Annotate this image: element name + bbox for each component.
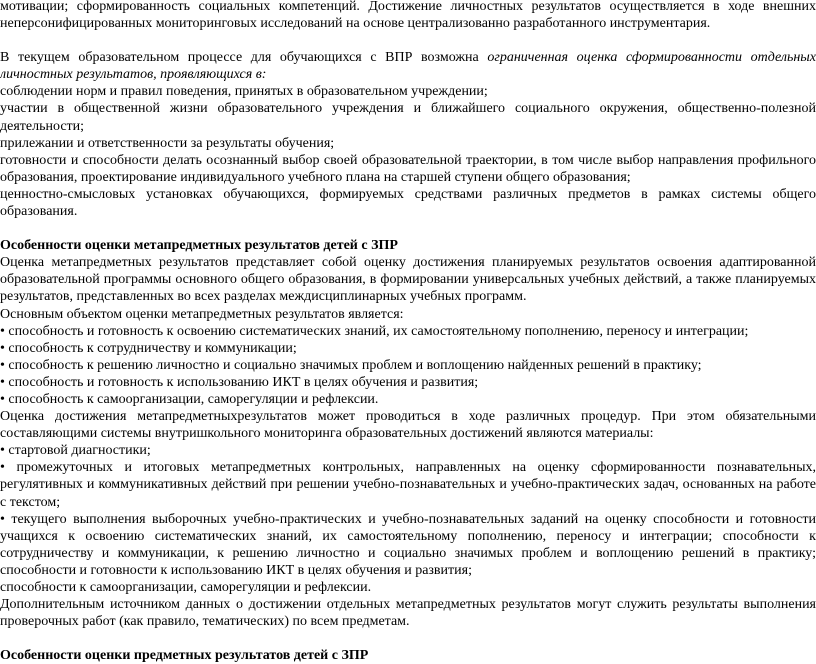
paragraph-gap [0, 630, 816, 647]
bullet-item: • способность к решению личностно и социально значимых проблем и воплощению найденных решений в практику; [0, 357, 702, 373]
section-heading-subject: Особенности оценки предметных результатов детей с ЗПР [0, 648, 369, 664]
paragraph-personal-results-monitoring: мотивации; сформированность социальных компетенций. Достижение личностных результатов осуществляется в ходе внешних неперсонифицированных мониторинговых исследований на основе централизованно разработанного инструментария. [0, 0, 816, 32]
paragraph-lead-text: В текущем образовательном процессе для обучающихся с ВПР возможна [0, 50, 488, 66]
bullet-item: • стартовой диагностики; [0, 443, 151, 459]
paragraph-gap [0, 220, 816, 237]
paragraph-italic-text: ограниченная оценка сформированности отдельных личностных результатов, проявляющихся в: [0, 50, 816, 83]
section-heading-metasubject: Особенности оценки метапредметных результатов детей с ЗПР [0, 238, 398, 254]
list-item: участии в общественной жизни образовательного учреждения и ближайшего социального окружения, общественно-полезной деятельности; [0, 101, 816, 134]
list-item: соблюдении норм и правил поведения, принятых в образовательном учреждении; [0, 84, 488, 100]
paragraph-monitoring-procedures: Оценка достижения метапредметныхрезультатов может проводиться в ходе различных процедур. При этом обязательными составляющими системы внутришкольного мониторинга образовательных достижений являются материалы: [0, 409, 816, 442]
paragraph-limited-assessment [0, 49, 816, 83]
bullet-item: • способность к самоорганизации, саморегуляции и рефлексии. [0, 391, 379, 407]
bullet-item: • способность и готовность к использованию ИКТ в целях обучения и развития; [0, 374, 479, 390]
list-item: готовности и способности делать осознанный выбор своей образовательной траектории, в том числе выбор направления профильного образования, проектирование индивидуального учебного плана на старшей ступени общего образования; [0, 152, 816, 185]
bullet-item: • промежуточных и итоговых метапредметных контрольных, направленных на оценку сформированности познавательных, регулятивных и коммуникативных действий при решении учебно-познавательных и учебно-практических задач, основанных на работе с текстом; [0, 460, 816, 510]
list-item: способности к самоорганизации, саморегуляции и рефлексии. [0, 580, 372, 595]
paragraph-assessment-object: Основным объектом оценки метапредметных результатов является: [0, 306, 404, 322]
bullet-item: • текущего выполнения выборочных учебно-практических и учебно-познавательных заданий на оценку способности и готовности учащихся к освоению систематических знаний, их самостоятельному пополнению, переносу и интеграции; способности к сотрудничеству и коммуникации, к решению личностно и социально значимых проблем и воплощению решений в практику; способности и готовности к использованию ИКТ в целях обучения и развития; [0, 511, 816, 578]
paragraph-gap [0, 32, 816, 49]
bullet-item: • способность к сотрудничеству и коммуникации; [0, 340, 297, 356]
list-item: ценностно-смысловых установках обучающихся, формируемых средствами различных предметов в рамках системы общего образования. [0, 186, 816, 220]
paragraph-additional-source: Дополнительным источником данных о достижении отдельных метапредметных результатов могут служить результаты выполнения проверочных работ (как правило, тематических) по всем предметам. [0, 597, 816, 630]
paragraph-metasubject-definition: Оценка метапредметных результатов представляет собой оценку достижения планируемых результатов освоения адаптированной образовательной программы основного общего образования, в формировании универсальных учебных действий, а также планируемых результатов, представленных во всех разделах междисциплинарных учебных программ. [0, 255, 816, 305]
list-item: прилежании и ответственности за результаты обучения; [0, 135, 335, 151]
bullet-item: • способность и готовность к освоению систематических знаний, их самостоятельному пополнению, переносу и интеграции; [0, 323, 749, 339]
